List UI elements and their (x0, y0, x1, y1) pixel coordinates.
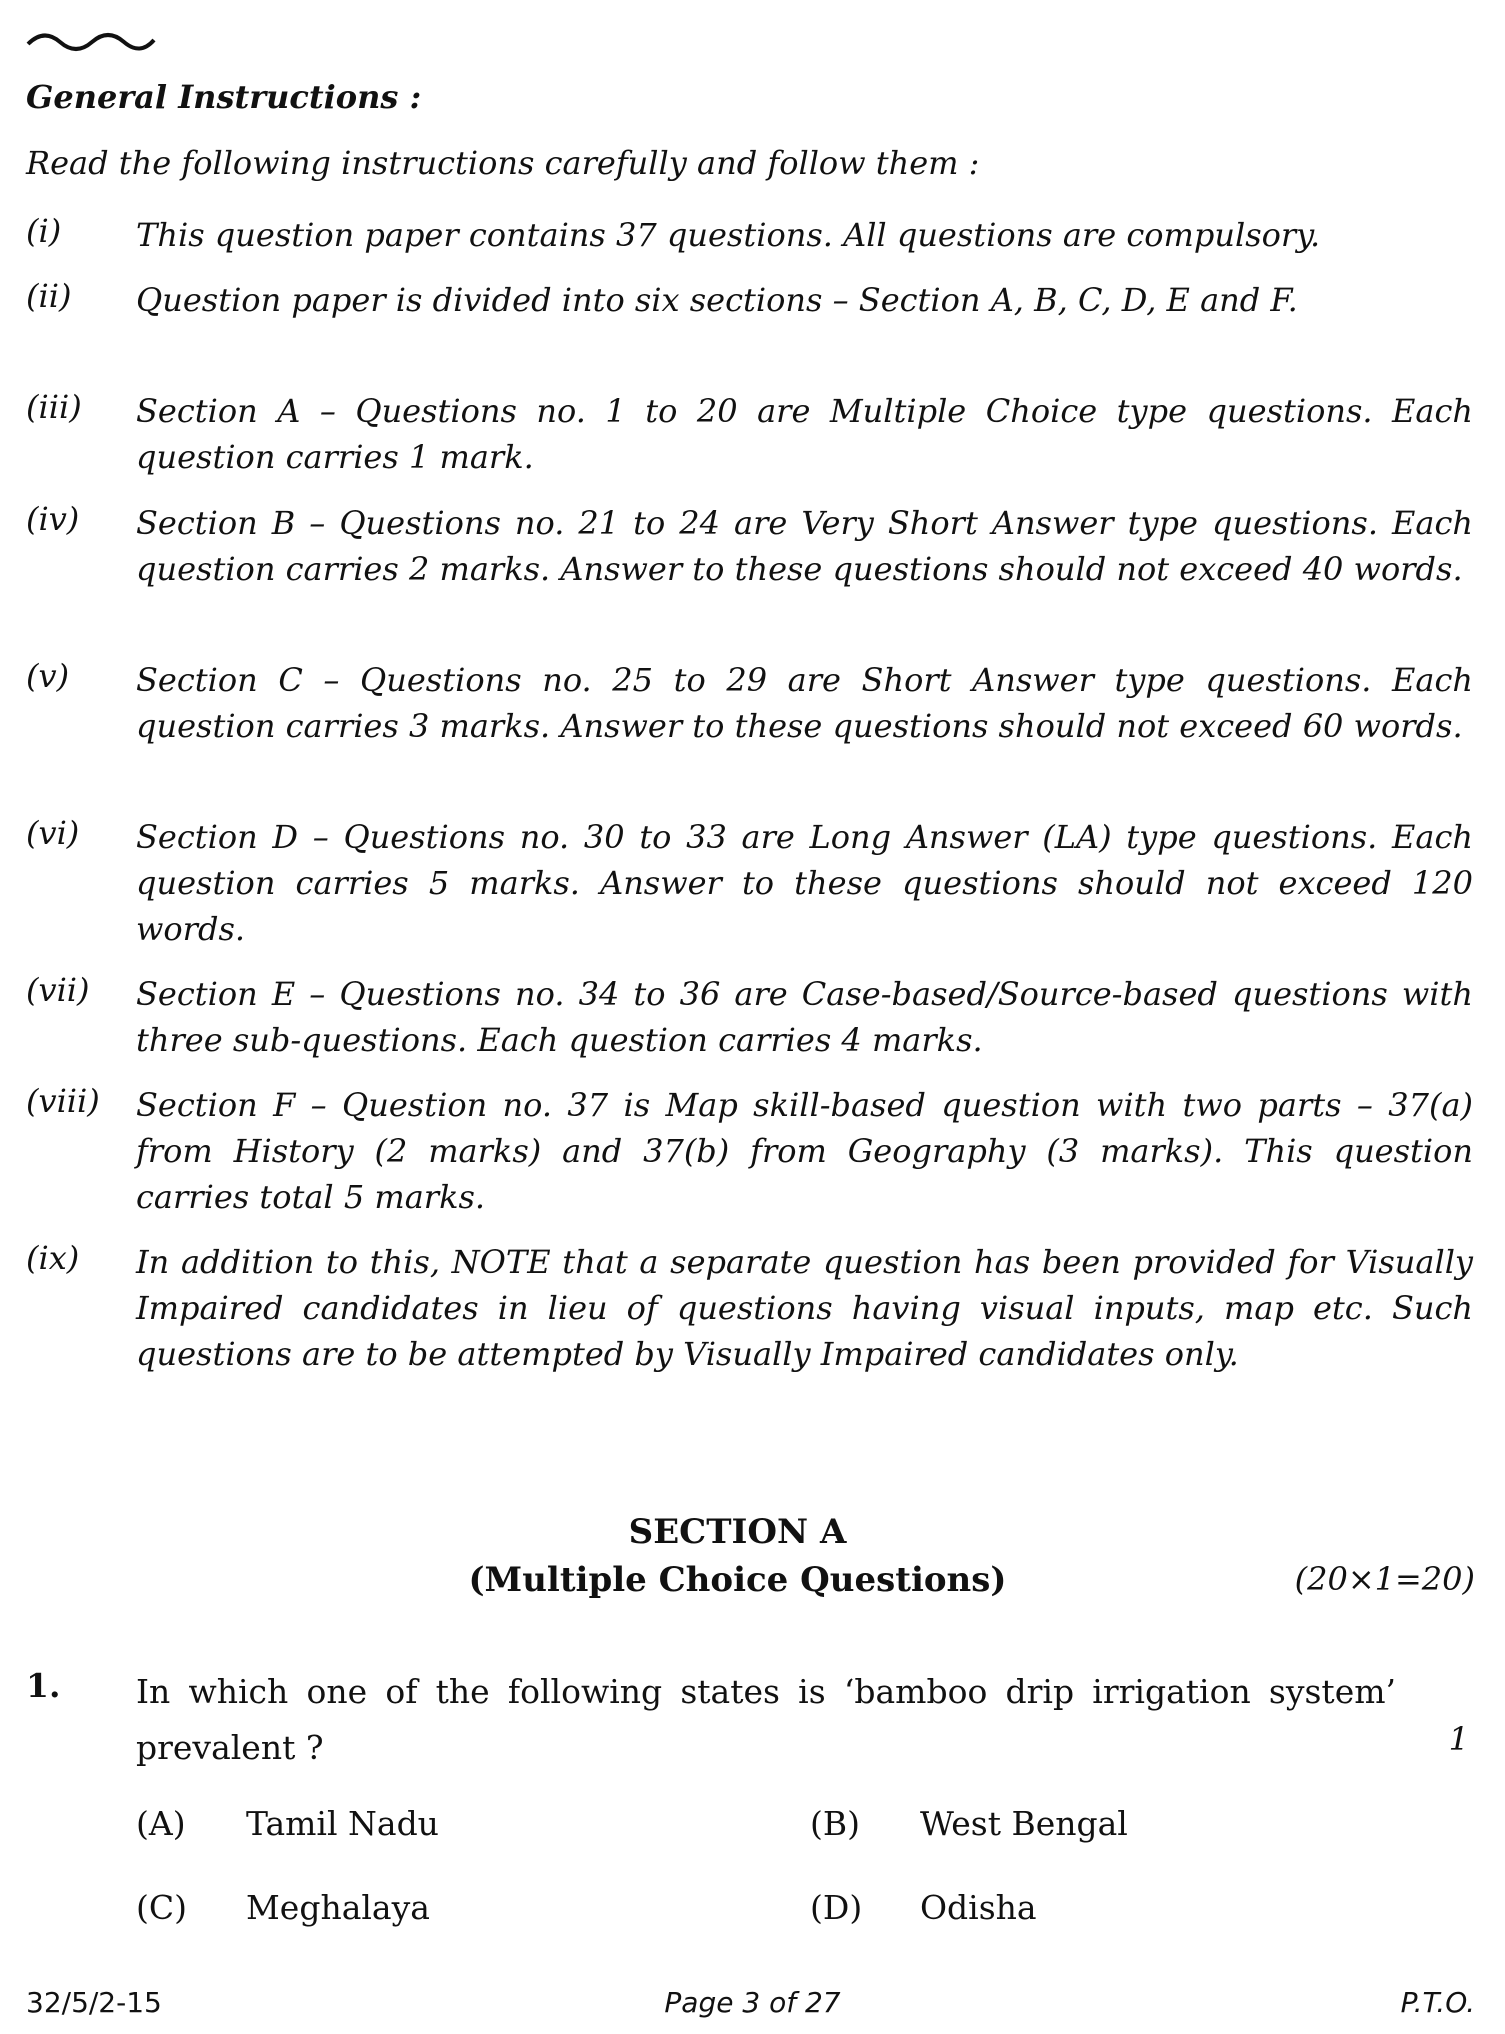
instruction-number: (ii) (26, 277, 72, 315)
question-number: 1. (26, 1666, 61, 1705)
option-label: (D) (810, 1888, 863, 1927)
instruction-number: (ix) (26, 1239, 80, 1277)
wave-ornament-icon (26, 26, 156, 56)
instruction-number: (vii) (26, 971, 90, 1009)
option-text: West Bengal (920, 1804, 1128, 1843)
option-text: Meghalaya (246, 1888, 430, 1927)
instruction-text: Section F – Question no. 37 is Map skill-based question with two parts – 37(a) from History (2 marks) and 37(b) from Geography (3 marks). This question carries total 5 marks. (136, 1086, 1473, 1216)
instruction-number: (i) (26, 212, 62, 250)
instruction-text: Section C – Questions no. 25 to 29 are Short Answer type questions. Each question carries 3 marks. Answer to these questions should not exceed 60 words. (136, 661, 1473, 745)
question-text: In which one of the following states is ‘bamboo drip irrigation system’ prevalent ? (136, 1672, 1396, 1767)
instruction-text: Section B – Questions no. 21 to 24 are Very Short Answer type questions. Each question carries 2 marks. Answer to these questions should not exceed 40 words. (136, 504, 1473, 588)
instruction-text: Section D – Questions no. 30 to 33 are Long Answer (LA) type questions. Each question carries 5 marks. Answer to these questions should not exceed 120 words. (136, 818, 1473, 948)
instruction-number: (iii) (26, 388, 82, 426)
paper-code: 32/5/2-15 (26, 1986, 162, 2019)
question-marks: 1 (1448, 1720, 1469, 1758)
section-subtitle: (Multiple Choice Questions) (468, 1560, 1007, 1600)
instruction-number: (viii) (26, 1082, 100, 1120)
page-number: Page 3 of 27 (664, 1986, 841, 2019)
instruction-number: (vi) (26, 814, 80, 852)
instruction-text: Section A – Questions no. 1 to 20 are Multiple Choice type questions. Each question carries 1 mark. (136, 392, 1473, 476)
instructions-heading: General Instructions : (26, 78, 422, 116)
instruction-text: In addition to this, NOTE that a separate question has been provided for Visually Impaired candidates in lieu of questions having visual inputs, map etc. Such questions are to be attempted by Visually Impaired candidates only. (136, 1243, 1473, 1373)
instruction-number: (v) (26, 657, 70, 695)
section-title: SECTION A (628, 1512, 847, 1552)
instruction-number: (iv) (26, 500, 80, 538)
option-label: (B) (810, 1804, 860, 1843)
instruction-text: Section E – Questions no. 34 to 36 are Case-based/Source-based questions with three sub-questions. Each question carries 4 marks. (136, 975, 1473, 1059)
option-label: (C) (136, 1888, 187, 1927)
pto-label: P.T.O. (1400, 1986, 1475, 2019)
option-text: Odisha (920, 1888, 1037, 1927)
option-text: Tamil Nadu (246, 1804, 439, 1843)
instruction-text: Question paper is divided into six sections – Section A, B, C, D, E and F. (136, 281, 1298, 319)
instruction-text: This question paper contains 37 questions. All questions are compulsory. (136, 216, 1321, 254)
section-marks: (20×1=20) (1294, 1560, 1475, 1598)
option-label: (A) (136, 1804, 186, 1843)
instructions-intro: Read the following instructions carefully and follow them : (26, 144, 980, 182)
